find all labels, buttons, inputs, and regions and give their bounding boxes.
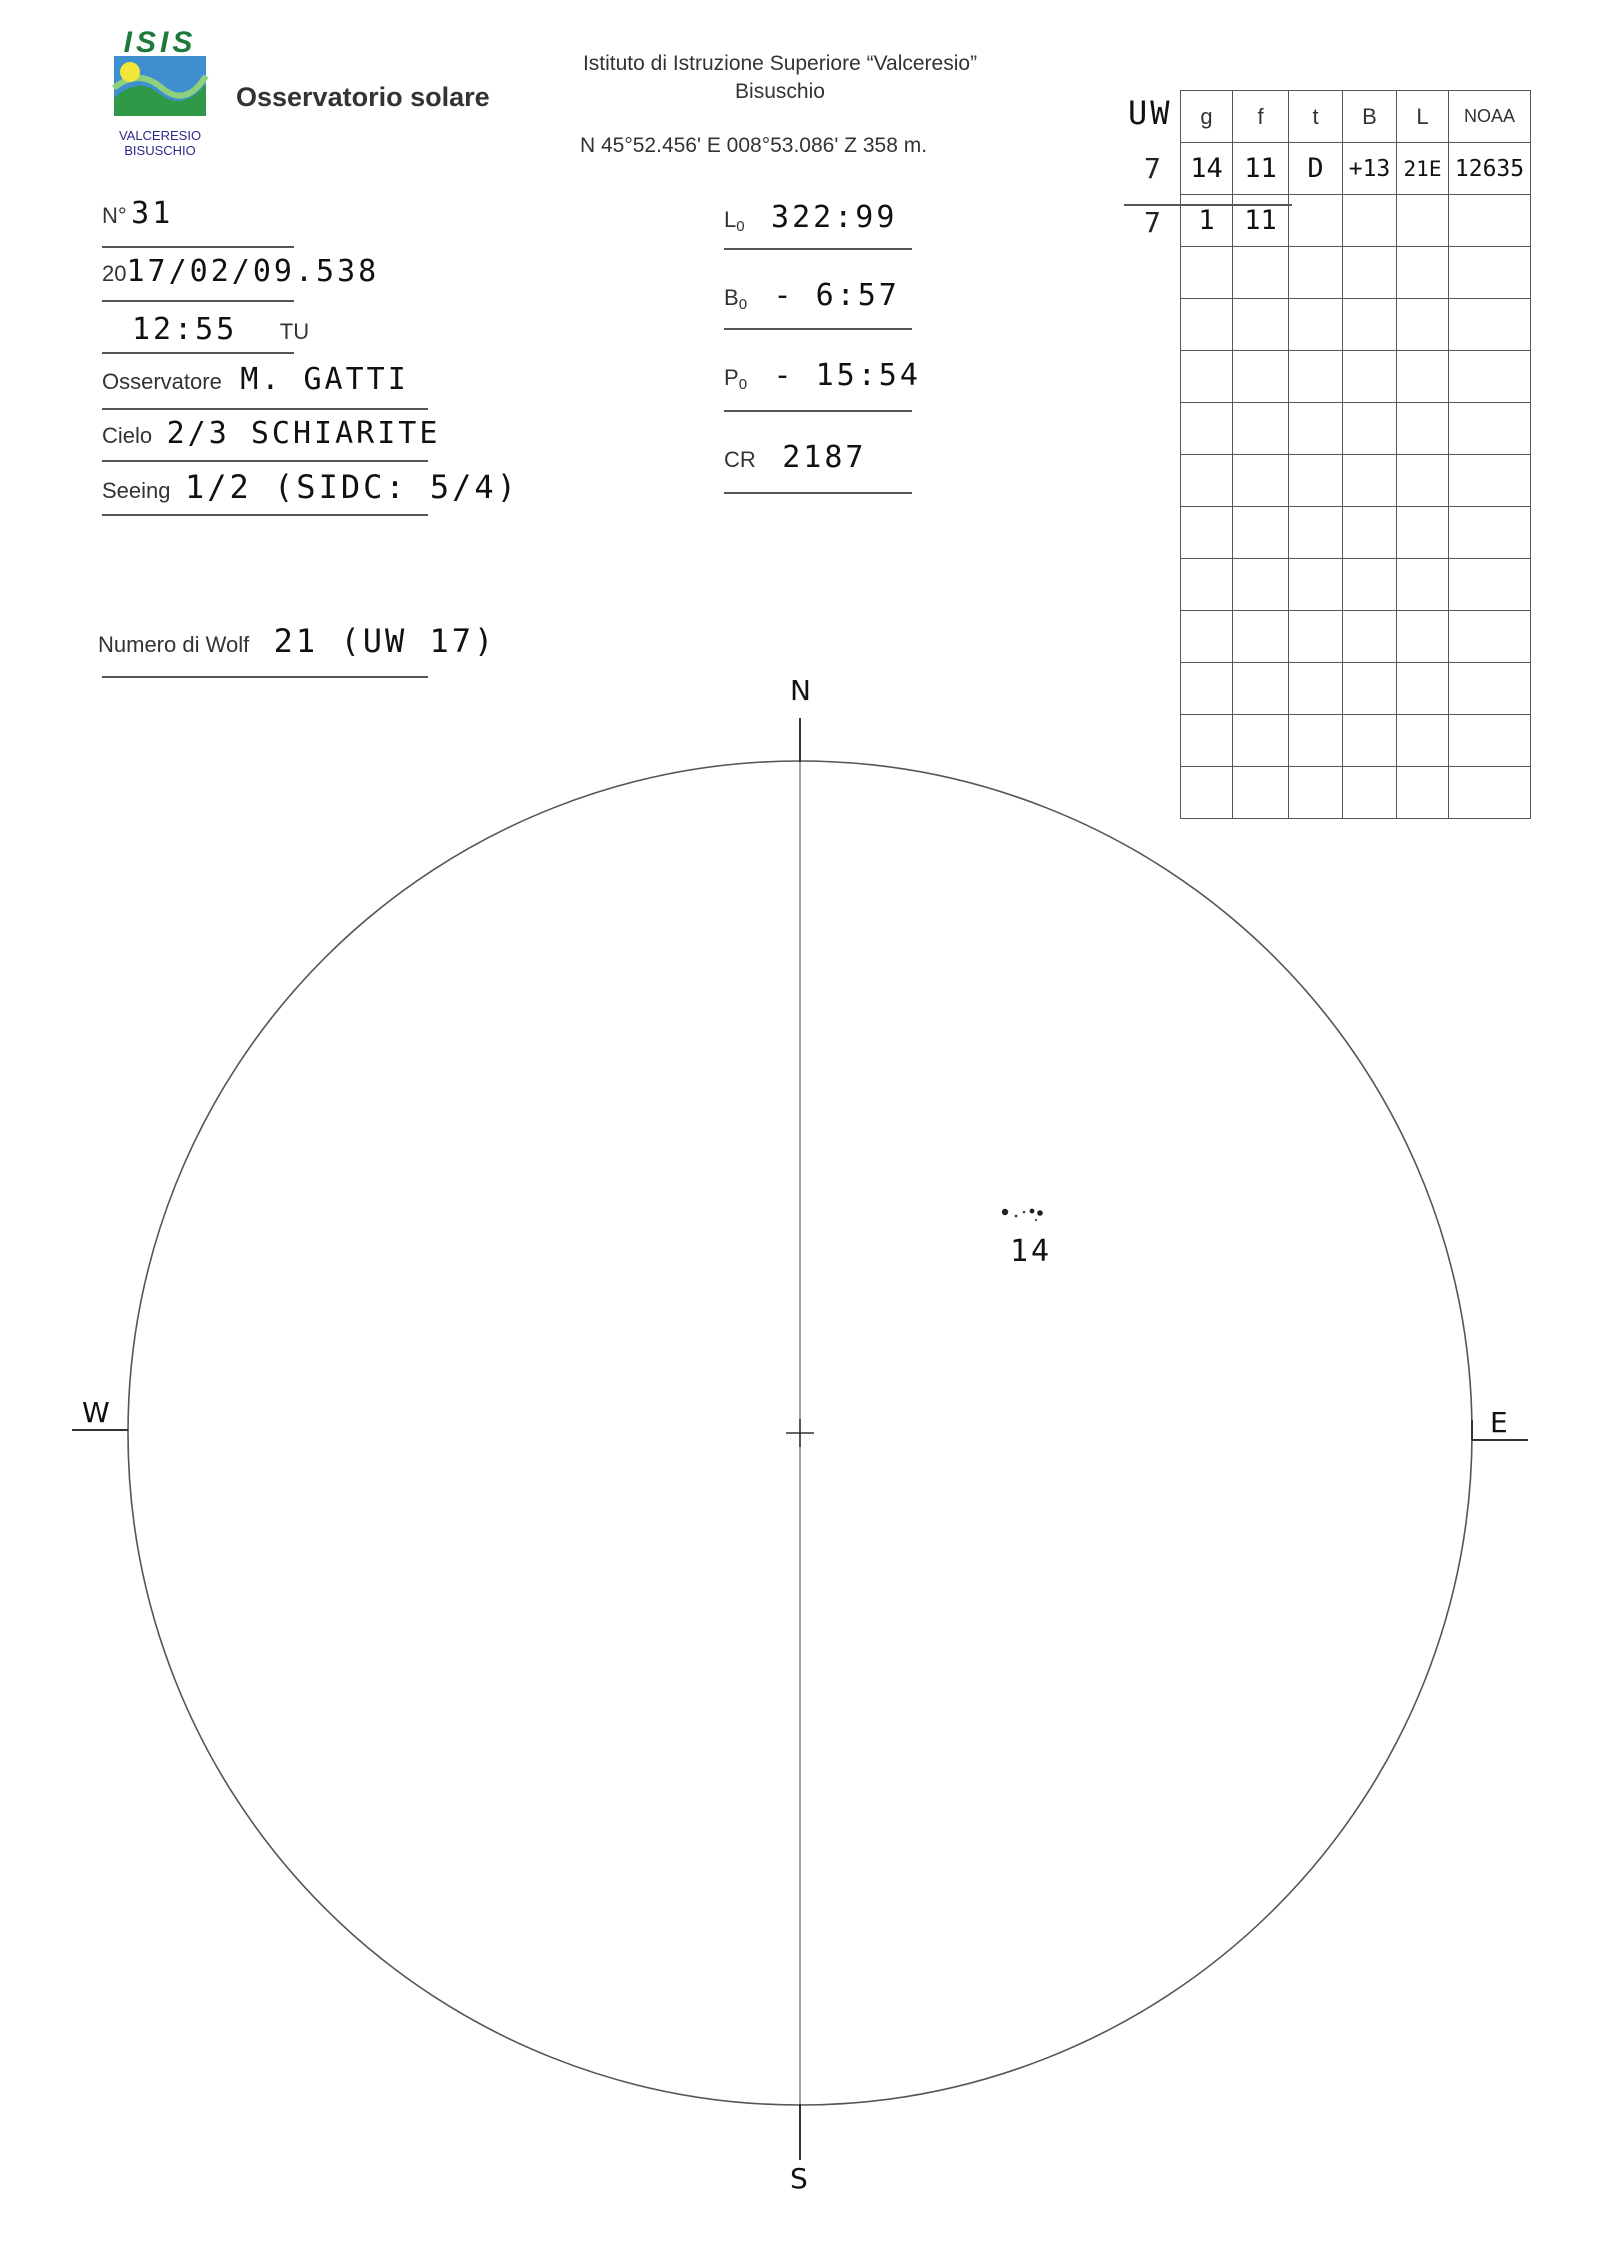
- institute-name: Istituto di Istruzione Superiore “Valceresio”: [582, 52, 978, 75]
- table-row-empty: [1181, 247, 1531, 299]
- cell: [1343, 715, 1397, 767]
- p0-value: - 15:54: [773, 358, 921, 393]
- cell: [1289, 507, 1343, 559]
- wolf-number-field: [98, 622, 496, 660]
- cell: [1181, 351, 1233, 403]
- cell: [1343, 767, 1397, 819]
- observer-underline: [102, 408, 428, 410]
- header-t: t: [1289, 91, 1343, 143]
- cell: [1343, 455, 1397, 507]
- cell: [1233, 559, 1289, 611]
- south-label: S: [790, 2162, 808, 2195]
- observer-label: Osservatore: [102, 369, 222, 394]
- b0-label: B: [724, 285, 739, 310]
- b0-field: [724, 278, 900, 313]
- p0-subscript: 0: [738, 376, 748, 394]
- cell: 14: [1181, 143, 1233, 195]
- header-f: f: [1233, 91, 1289, 143]
- cell: [1343, 611, 1397, 663]
- cell: [1343, 507, 1397, 559]
- cell: [1449, 715, 1531, 767]
- observatory-title: Osservatorio solare: [236, 82, 490, 112]
- observation-number-field: [102, 196, 173, 231]
- l0-field: [724, 200, 897, 235]
- cell: [1233, 767, 1289, 819]
- table-header-row: [1181, 91, 1531, 143]
- cell: [1397, 455, 1449, 507]
- wolf-underline: [102, 676, 428, 678]
- cell: [1289, 559, 1343, 611]
- wolf-value: 21 (UW 17): [273, 622, 497, 660]
- date-field: [102, 254, 379, 289]
- cell: [1181, 559, 1233, 611]
- date-underline: [102, 300, 294, 302]
- logo-text: ISIS: [123, 26, 197, 59]
- seeing-label: Seeing: [102, 478, 171, 503]
- cell: [1343, 195, 1397, 247]
- number-underline: [102, 246, 294, 248]
- cell: [1397, 403, 1449, 455]
- cell: [1181, 611, 1233, 663]
- seeing-field: [102, 468, 519, 506]
- sunspot: [1015, 1215, 1018, 1218]
- cr-underline: [724, 492, 912, 494]
- cell: [1181, 663, 1233, 715]
- b0-underline: [724, 328, 912, 330]
- table-row-empty: [1181, 403, 1531, 455]
- sky-value: 2/3 SCHIARITE: [166, 416, 441, 451]
- l0-subscript: 0: [736, 218, 745, 236]
- seeing-value: 1/2 (SIDC: 5/4): [184, 468, 519, 506]
- cell: 11: [1233, 195, 1289, 247]
- cell: D: [1289, 143, 1343, 195]
- cr-field: [724, 440, 866, 475]
- cell: [1289, 299, 1343, 351]
- sunspot: [1037, 1210, 1043, 1216]
- table-empty-rows: [1181, 247, 1531, 819]
- table-row-empty: [1181, 611, 1531, 663]
- cell: [1181, 767, 1233, 819]
- cr-value: 2187: [782, 440, 867, 475]
- cell: [1289, 247, 1343, 299]
- header-noaa: NOAA: [1449, 91, 1531, 143]
- cell: [1233, 403, 1289, 455]
- cell: [1233, 715, 1289, 767]
- cell: [1181, 247, 1233, 299]
- cell: [1289, 715, 1343, 767]
- north-label: N: [790, 674, 811, 707]
- p0-field: [724, 358, 921, 393]
- cell: [1289, 195, 1343, 247]
- sky-field: [102, 416, 440, 451]
- number-label: N°: [102, 203, 127, 228]
- l0-label: L: [724, 207, 737, 232]
- cell: [1343, 663, 1397, 715]
- cell: [1449, 351, 1531, 403]
- cell: [1397, 507, 1449, 559]
- l0-value: 322:99: [771, 200, 898, 235]
- cell: [1449, 507, 1531, 559]
- cell: 11: [1233, 143, 1289, 195]
- table-row-empty: [1181, 663, 1531, 715]
- table-row-empty: [1181, 299, 1531, 351]
- l0-underline: [724, 248, 912, 250]
- cell: [1289, 403, 1343, 455]
- header-b: B: [1343, 91, 1397, 143]
- cell: [1181, 715, 1233, 767]
- time-field: [132, 312, 309, 347]
- cell: [1289, 455, 1343, 507]
- cell: +13: [1343, 143, 1397, 195]
- logo-caption-bottom: BISUSCHIO: [124, 143, 196, 158]
- cell: [1397, 663, 1449, 715]
- uw-value-row-1: 7: [1144, 152, 1161, 185]
- table-row: [1181, 195, 1531, 247]
- institute-town: Bisuschio: [735, 80, 825, 103]
- cell: [1181, 507, 1233, 559]
- cell: [1397, 611, 1449, 663]
- sky-label: Cielo: [102, 423, 153, 448]
- cell: [1449, 247, 1531, 299]
- header-l: L: [1397, 91, 1449, 143]
- observer-field: [102, 362, 409, 397]
- observer-value: M. GATTI: [240, 362, 409, 397]
- cell: [1233, 351, 1289, 403]
- logo-caption-top: VALCERESIO: [118, 128, 202, 143]
- cr-label: CR: [724, 447, 756, 472]
- cell: 21E: [1397, 143, 1449, 195]
- table-row-empty: [1181, 455, 1531, 507]
- b0-value: - 6:57: [773, 278, 900, 313]
- cell: [1233, 299, 1289, 351]
- cell: [1343, 299, 1397, 351]
- cell: [1233, 663, 1289, 715]
- sunspot-group-label: 14: [1010, 1234, 1053, 1269]
- east-label: E: [1490, 1406, 1508, 1439]
- number-value: 31: [131, 196, 174, 231]
- cell: [1343, 559, 1397, 611]
- time-value: 12:55: [132, 312, 238, 347]
- table-row-empty: [1181, 507, 1531, 559]
- cell: [1449, 403, 1531, 455]
- uw-value-row-2: 7: [1144, 206, 1161, 239]
- table-row-empty: [1181, 767, 1531, 819]
- cell: [1397, 299, 1449, 351]
- site-coordinates: N 45°52.456' E 008°53.086' Z 358 m.: [580, 134, 928, 157]
- cell: [1289, 351, 1343, 403]
- cell: [1181, 403, 1233, 455]
- cell: 1: [1181, 195, 1233, 247]
- cell: [1233, 455, 1289, 507]
- wolf-label: Numero di Wolf: [98, 632, 250, 657]
- table-row-empty: [1181, 559, 1531, 611]
- cell: [1343, 247, 1397, 299]
- cell: [1449, 455, 1531, 507]
- header-g: g: [1181, 91, 1233, 143]
- west-label: W: [82, 1396, 110, 1429]
- cell: [1181, 299, 1233, 351]
- cell: [1449, 299, 1531, 351]
- cell: [1181, 455, 1233, 507]
- sunspot: [1023, 1211, 1026, 1214]
- cell: [1449, 559, 1531, 611]
- cell: [1343, 403, 1397, 455]
- table-row-empty: [1181, 715, 1531, 767]
- date-value: 17/02/09.538: [126, 254, 380, 289]
- cell: [1449, 663, 1531, 715]
- sunspot: [1035, 1219, 1037, 1221]
- cell: [1449, 611, 1531, 663]
- cell: [1397, 715, 1449, 767]
- cell: [1233, 611, 1289, 663]
- time-unit: TU: [279, 319, 310, 344]
- cell: [1233, 247, 1289, 299]
- sunspot: [1002, 1209, 1008, 1215]
- table-row: [1181, 143, 1531, 195]
- sunspot-group-14: [1002, 1209, 1043, 1222]
- cell: [1397, 767, 1449, 819]
- cell: 12635: [1449, 143, 1531, 195]
- cell: [1289, 663, 1343, 715]
- cell: [1449, 767, 1531, 819]
- cell: [1289, 767, 1343, 819]
- cell: [1397, 559, 1449, 611]
- solar-disk-outline: [128, 761, 1472, 2105]
- cell: [1397, 351, 1449, 403]
- sky-underline: [102, 460, 428, 462]
- cell: [1289, 611, 1343, 663]
- uw-label: UW: [1128, 94, 1173, 132]
- cell: [1397, 195, 1449, 247]
- cell: [1449, 195, 1531, 247]
- p0-underline: [724, 410, 912, 412]
- sunspot: [1030, 1209, 1035, 1214]
- p0-label: P: [724, 365, 739, 390]
- seeing-underline: [102, 514, 428, 516]
- sunspot-group-table: [1180, 90, 1531, 819]
- time-underline: [102, 352, 294, 354]
- cell: [1397, 247, 1449, 299]
- cell: [1343, 351, 1397, 403]
- date-prefix: 20: [102, 261, 127, 286]
- cell: [1233, 507, 1289, 559]
- table-row-empty: [1181, 351, 1531, 403]
- b0-subscript: 0: [738, 296, 748, 314]
